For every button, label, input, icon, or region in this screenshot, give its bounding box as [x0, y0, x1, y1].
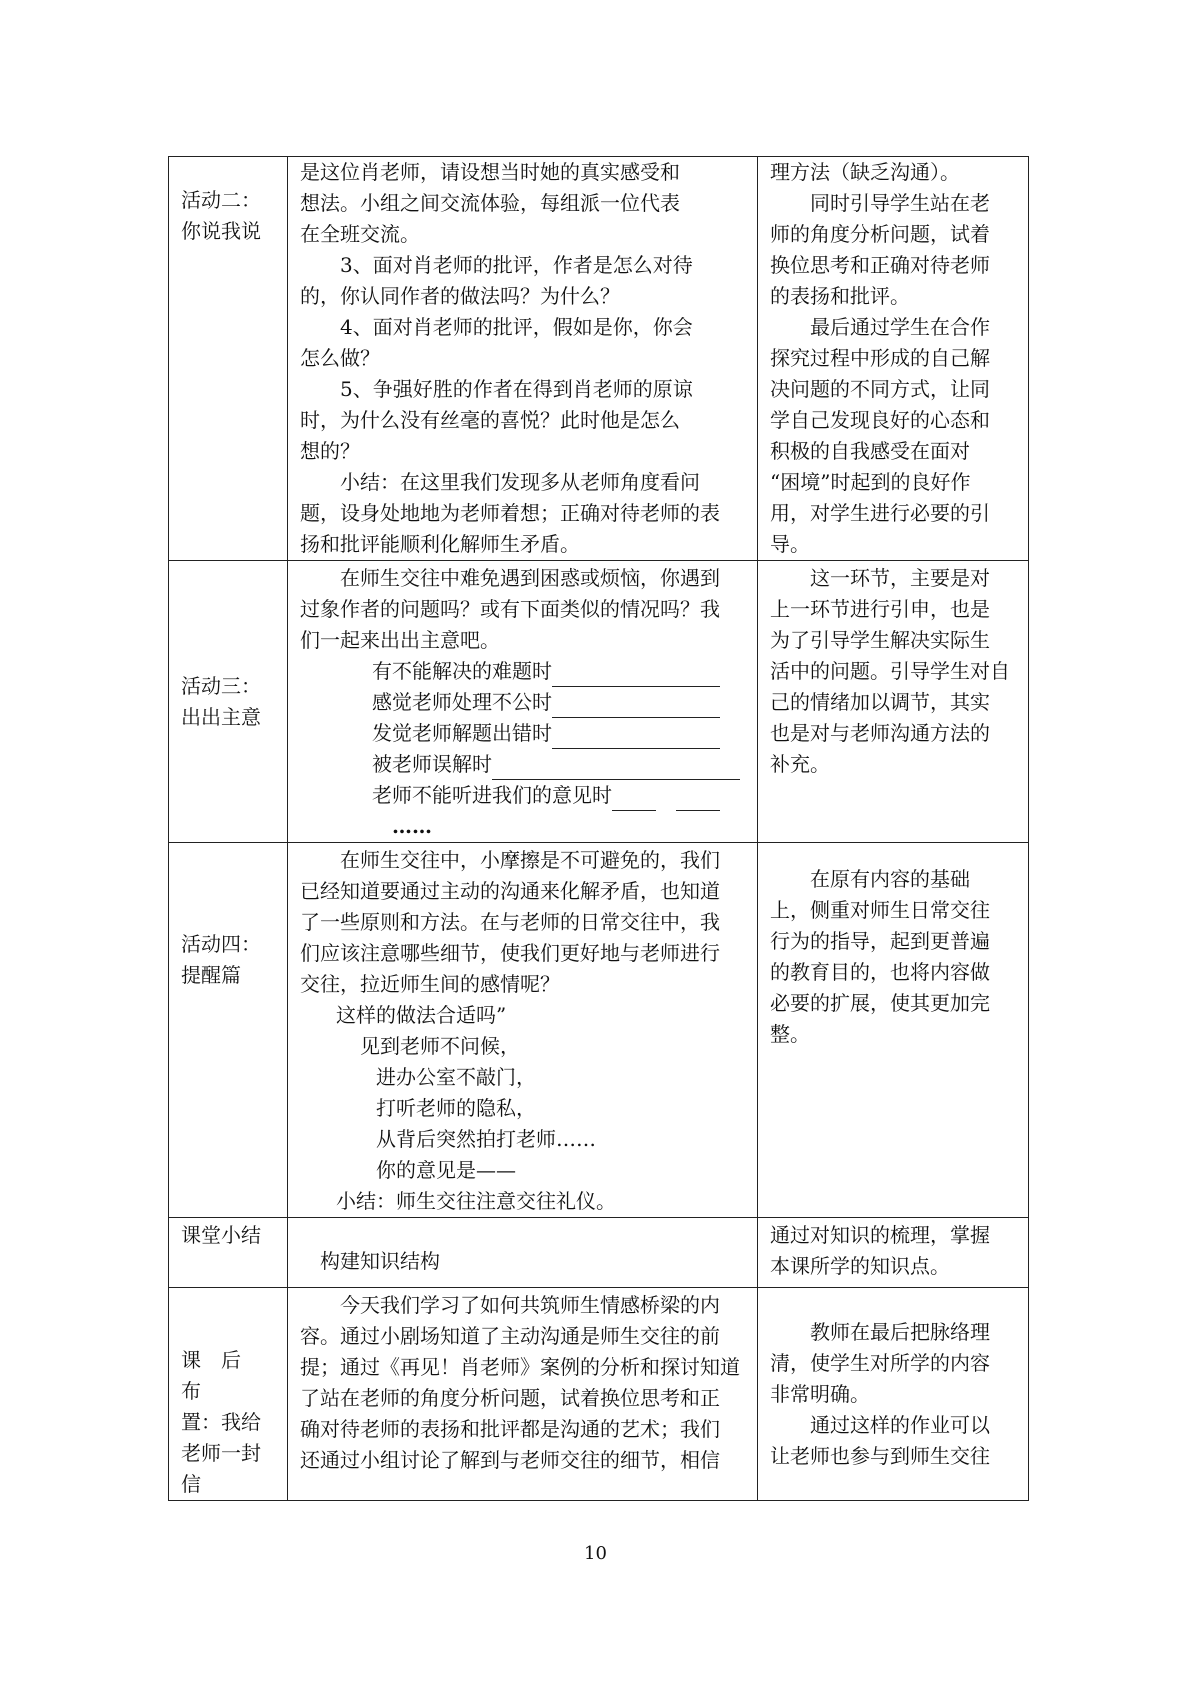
text-line: 今天我们学习了如何共筑师生情感桥梁的内 [340, 1293, 720, 1317]
table-row-activity-3 [169, 561, 1029, 843]
table-row-activity-4 [169, 843, 1029, 1218]
text-line: 题，设身处地地为老师着想；正确对待老师的表 [300, 501, 720, 525]
text-line: 积极的自我感受在面对 [770, 439, 970, 463]
text-line: 4、面对肖老师的批评，假如是你，你会 [340, 315, 693, 339]
text-line: 交往，拉近师生间的感情呢？ [300, 972, 560, 996]
table-row-activity-2 [169, 157, 1029, 561]
prompt-text: 有不能解决的难题时 [372, 659, 552, 683]
content-cell [288, 843, 758, 1218]
text-line: 是这位肖老师，请设想当时她的真实感受和 [300, 160, 680, 184]
answer-blank[interactable] [552, 695, 720, 718]
text-line: 也是对与老师沟通方法的 [770, 721, 990, 745]
content-cell [288, 1288, 758, 1501]
text-line: 们应该注意哪些细节，使我们更好地与老师进行 [300, 941, 720, 965]
row-label: 活动四： [181, 932, 261, 956]
text-line: 想的？ [300, 439, 360, 463]
text-line: 在全班交流。 [300, 222, 420, 246]
label-cell [169, 843, 288, 1218]
note-cell [758, 843, 1029, 1218]
note-cell [758, 1288, 1029, 1501]
label-cell [169, 561, 288, 843]
text-line: 学自己发现良好的心态和 [770, 408, 990, 432]
text-line: 的教育目的，也将内容做 [770, 960, 990, 984]
row-label: 你说我说 [181, 219, 261, 243]
text-line: 在原有内容的基础 [810, 867, 970, 891]
text-line: 通过对知识的梳理，掌握 [770, 1223, 990, 1247]
prompt-text: 发觉老师解题出错时 [372, 721, 552, 745]
text-line: 师的角度分析问题，试着 [770, 222, 990, 246]
list-item: 见到老师不问候， [360, 1034, 520, 1058]
note-cell [758, 1218, 1029, 1288]
text-line: 教师在最后把脉络理 [810, 1320, 990, 1344]
answer-blank[interactable] [492, 757, 740, 780]
list-item: 你的意见是—— [376, 1158, 516, 1182]
prompt-text: 老师不能听进我们的意见时 [372, 783, 612, 807]
text-line: 行为的指导，起到更普遍 [770, 929, 990, 953]
text-line: 们一起来出出主意吧。 [300, 628, 500, 652]
text-line: 非常明确。 [770, 1382, 870, 1406]
list-item: 打听老师的隐私， [376, 1096, 536, 1120]
text-line: 确对待老师的表扬和批评都是沟通的艺术；我们 [300, 1417, 720, 1441]
content-cell [288, 561, 758, 843]
text-line: 了一些原则和方法。在与老师的日常交往中，我 [300, 910, 720, 934]
text-line: 了站在老师的角度分析问题，试着换位思考和正 [300, 1386, 720, 1410]
text-line: 清，使学生对所学的内容 [770, 1351, 990, 1375]
list-item: 从背后突然拍打老师…… [376, 1127, 596, 1151]
text-line: 扬和批评能顺利化解师生矛盾。 [300, 532, 580, 556]
text-line: 导。 [770, 532, 810, 556]
note-cell [758, 561, 1029, 843]
row-label: 活动二： [181, 188, 261, 212]
text-line: 必要的扩展，使其更加完 [770, 991, 990, 1015]
row-label: 活动三： [181, 673, 261, 698]
row-label: 课堂小结 [181, 1223, 261, 1247]
answer-blank[interactable] [676, 788, 720, 811]
content-cell [288, 157, 758, 561]
text-line: 5、争强好胜的作者在得到肖老师的原谅 [340, 377, 693, 401]
note-cell [758, 157, 1029, 561]
text-line: 为了引导学生解决实际生 [770, 628, 990, 652]
label-cell [169, 1218, 288, 1288]
text-line: 整。 [770, 1022, 810, 1046]
text-line: 本课所学的知识点。 [770, 1254, 950, 1278]
text-line: 己的情绪加以调节，其实 [770, 690, 990, 714]
page-number: 10 [584, 1543, 607, 1564]
row-label: 老师一封 [181, 1441, 261, 1465]
text-line: 理方法（缺乏沟通）。 [770, 160, 960, 184]
table-row-class-summary [169, 1218, 1029, 1288]
text-line: 在师生交往中难免遇到困惑或烦恼，你遇到 [340, 566, 720, 590]
prompt-line [300, 656, 747, 687]
answer-blank[interactable] [552, 664, 720, 687]
text-line: 的表扬和批评。 [770, 284, 910, 308]
text-line: 小结：在这里我们发现多从老师角度看问 [340, 470, 700, 494]
text-line: 最后通过学生在合作 [810, 315, 990, 339]
text-line: 在师生交往中，小摩擦是不可避免的，我们 [340, 848, 720, 872]
answer-blank[interactable] [612, 788, 656, 811]
text-line: 活中的问题。引导学生对自 [770, 659, 1010, 683]
text-line: 还通过小组讨论了解到与老师交往的细节，相信 [300, 1448, 720, 1472]
text-line: 提；通过《再见！肖老师》案例的分析和探讨知道 [300, 1355, 740, 1379]
row-label: 提醒篇 [181, 963, 241, 987]
summary-line: 小结：师生交往注意交往礼仪。 [336, 1189, 616, 1213]
prompt-line [300, 749, 747, 780]
label-cell [169, 157, 288, 561]
text-line: 通过这样的作业可以 [810, 1413, 990, 1437]
text-line: 决问题的不同方式，让同 [770, 377, 990, 401]
text-line: 怎么做？ [300, 346, 380, 370]
text-line: 换位思考和正确对待老师 [770, 253, 990, 277]
prompt-line [300, 718, 747, 749]
content-cell [288, 1218, 758, 1288]
row-label: 出出主意 [181, 704, 261, 729]
text-line: 过象作者的问题吗？或有下面类似的情况吗？我 [300, 597, 720, 621]
text-line: 这一环节，主要是对 [810, 566, 990, 590]
text-line: 探究过程中形成的自己解 [770, 346, 990, 370]
row-label: 信 [181, 1472, 201, 1496]
text-line: 3、面对肖老师的批评，作者是怎么对待 [340, 253, 693, 277]
ellipsis: …… [392, 814, 432, 838]
text-line: 的，你认同作者的做法吗？为什么？ [300, 284, 620, 308]
question-line: 这样的做法合适吗” [336, 1003, 507, 1027]
text-line: 让老师也参与到师生交往 [770, 1444, 990, 1468]
prompt-text: 感觉老师处理不公时 [372, 690, 552, 714]
text-line: “困境”时起到的良好作 [770, 470, 971, 494]
text-line: 时，为什么没有丝毫的喜悦？此时他是怎么 [300, 408, 680, 432]
text-line: 上，侧重对师生日常交往 [770, 898, 990, 922]
text-line: 已经知道要通过主动的沟通来化解矛盾，也知道 [300, 879, 720, 903]
text-line: 上一环节进行引申，也是 [770, 597, 990, 621]
text-line: 构建知识结构 [320, 1249, 440, 1273]
prompt-line [300, 687, 747, 718]
prompt-text: 被老师误解时 [372, 752, 492, 776]
list-item: 进办公室不敲门， [376, 1065, 536, 1089]
table-row-homework [169, 1288, 1029, 1501]
row-label: 课 后 布 [181, 1348, 261, 1403]
text-line: 容。通过小剧场知道了主动沟通是师生交往的前 [300, 1324, 720, 1348]
lesson-plan-table [168, 156, 1029, 1501]
text-line: 想法。小组之间交流体验，每组派一位代表 [300, 191, 680, 215]
text-line: 用，对学生进行必要的引 [770, 501, 990, 525]
answer-blank[interactable] [552, 726, 720, 749]
row-label: 置：我给 [181, 1410, 261, 1434]
text-line: 补充。 [770, 752, 830, 776]
prompt-line [300, 780, 747, 811]
text-line: 同时引导学生站在老 [810, 191, 990, 215]
label-cell [169, 1288, 288, 1501]
